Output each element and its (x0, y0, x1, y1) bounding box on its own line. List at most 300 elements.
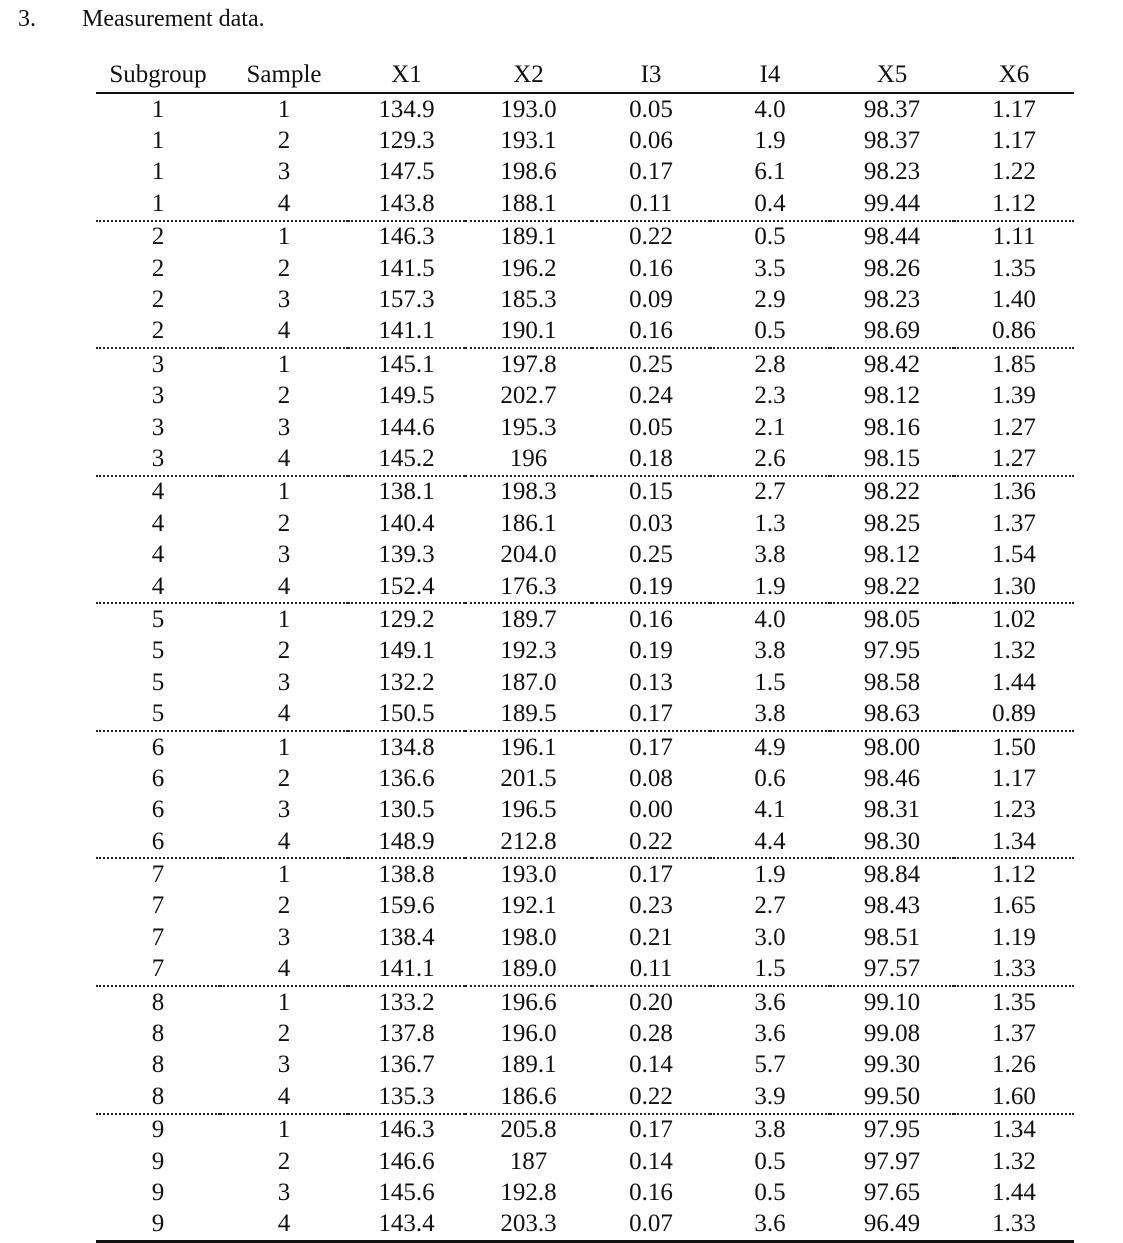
cell-i3: 0.06 (629, 127, 673, 155)
cell-x5: 98.23 (863, 286, 921, 314)
cell-x2: 196 (465, 443, 592, 475)
table-row (96, 348, 1074, 380)
cell-i3: 0.17 (629, 158, 673, 186)
cell-x2: 192.1 (500, 892, 557, 920)
cell-subgroup: 1 (151, 127, 165, 155)
cell-x6: 1.02 (992, 605, 1036, 633)
table-row (96, 188, 1074, 220)
cell-x5: 98.42 (863, 350, 921, 378)
cell-subgroup: 3 (96, 443, 220, 475)
cell-i3: 0.28 (629, 1020, 673, 1048)
cell-i4: 5.7 (754, 1051, 786, 1079)
cell-x6: 1.44 (992, 1178, 1036, 1206)
cell-i3: 0.05 (629, 413, 673, 441)
table-row (96, 1114, 1074, 1146)
cell-sample: 3 (277, 923, 291, 951)
column-header-sample: Sample (220, 58, 348, 93)
cell-subgroup: 8 (151, 1020, 165, 1048)
cell-i4: 2.7 (754, 478, 786, 506)
table-row (96, 795, 1074, 826)
cell-subgroup: 3 (151, 413, 165, 441)
cell-i4: 1.5 (754, 668, 786, 696)
cell-i4: 3.6 (754, 1020, 786, 1048)
table-row (96, 698, 1074, 730)
cell-i3: 0.25 (629, 541, 673, 569)
cell-i4: 3.8 (754, 541, 786, 569)
cell-x1: 145.6 (378, 1178, 435, 1206)
cell-x5: 99.10 (863, 988, 921, 1016)
cell-x5: 98.12 (863, 541, 921, 569)
cell-x2: 193.1 (500, 127, 557, 155)
table-row (96, 93, 1074, 125)
cell-sample: 3 (277, 668, 291, 696)
cell-subgroup: 9 (96, 1209, 220, 1242)
cell-x1: 136.7 (378, 1051, 435, 1079)
cell-i4: 2.9 (754, 286, 786, 314)
cell-sample: 2 (277, 509, 291, 537)
column-header-x1: X1 (348, 58, 465, 93)
cell-x2: 187.0 (500, 668, 557, 696)
cell-subgroup: 8 (151, 1051, 165, 1079)
cell-i4: 6.1 (754, 158, 786, 186)
cell-subgroup: 5 (151, 668, 165, 696)
cell-i4: 4.0 (754, 95, 786, 123)
cell-subgroup: 2 (151, 286, 165, 314)
cell-subgroup: 7 (151, 861, 165, 889)
cell-x2: 198.3 (500, 478, 557, 506)
cell-x1: 152.4 (348, 571, 465, 603)
cell-sample: 4 (220, 316, 348, 348)
cell-x1: 135.3 (348, 1081, 465, 1113)
cell-sample: 2 (277, 127, 291, 155)
cell-sample: 4 (220, 188, 348, 220)
cell-x6: 1.26 (992, 1051, 1036, 1079)
cell-sample: 1 (277, 861, 291, 889)
section-heading (18, 3, 265, 35)
cell-x1: 159.6 (378, 892, 435, 920)
cell-x6: 1.17 (992, 95, 1036, 123)
cell-subgroup: 4 (96, 571, 220, 603)
cell-i3: 0.22 (592, 826, 710, 858)
cell-sample: 1 (277, 988, 291, 1016)
cell-sample: 4 (220, 826, 348, 858)
cell-x2: 198.6 (500, 158, 557, 186)
cell-i3: 0.17 (629, 733, 673, 761)
cell-subgroup: 7 (96, 954, 220, 986)
cell-i3: 0.03 (629, 509, 673, 537)
cell-x2: 185.3 (500, 286, 557, 314)
table-row (96, 667, 1074, 698)
cell-x2: 186.6 (465, 1081, 592, 1113)
cell-x2: 189.1 (500, 1051, 557, 1079)
cell-x5: 97.97 (863, 1147, 921, 1175)
cell-subgroup: 8 (151, 988, 165, 1016)
cell-i3: 0.11 (592, 188, 710, 220)
cell-sample: 1 (277, 733, 291, 761)
cell-x5: 97.65 (863, 1178, 921, 1206)
table-row (96, 412, 1074, 443)
cell-i4: 1.5 (710, 954, 830, 986)
cell-sample: 3 (277, 1178, 291, 1206)
cell-x1: 145.1 (378, 350, 435, 378)
cell-i4: 3.0 (754, 923, 786, 951)
cell-x1: 146.3 (378, 1116, 435, 1144)
cell-x6: 1.32 (992, 1147, 1036, 1175)
cell-x6: 1.35 (992, 254, 1036, 282)
cell-x1: 148.9 (348, 826, 465, 858)
table-body (96, 93, 1074, 1242)
cell-i4: 3.8 (754, 1116, 786, 1144)
table-row (96, 1146, 1074, 1177)
cell-i4: 3.5 (754, 254, 786, 282)
cell-x6: 1.44 (992, 668, 1036, 696)
cell-subgroup: 4 (151, 478, 165, 506)
cell-sample: 1 (277, 1116, 291, 1144)
cell-sample: 4 (220, 1209, 348, 1242)
table-row (96, 636, 1074, 667)
cell-sample: 4 (220, 1081, 348, 1113)
table-row (96, 508, 1074, 539)
cell-subgroup: 3 (151, 382, 165, 410)
cell-x2: 189.7 (500, 605, 557, 633)
cell-x5: 98.44 (863, 223, 921, 251)
cell-x2: 196.1 (500, 733, 557, 761)
cell-x1: 146.3 (378, 223, 435, 251)
cell-subgroup: 8 (96, 1081, 220, 1113)
cell-x6: 1.12 (954, 188, 1074, 220)
cell-i3: 0.00 (629, 796, 673, 824)
cell-x2: 196.2 (500, 254, 557, 282)
cell-i3: 0.16 (592, 316, 710, 348)
table-row (96, 731, 1074, 763)
cell-x1: 141.1 (348, 954, 465, 986)
cell-i3: 0.11 (592, 954, 710, 986)
cell-x1: 143.8 (348, 188, 465, 220)
cell-x6: 1.54 (992, 541, 1036, 569)
cell-sample: 4 (220, 443, 348, 475)
cell-i4: 0.5 (710, 316, 830, 348)
column-header-i3: I3 (592, 58, 710, 93)
cell-x5: 98.16 (863, 413, 921, 441)
table-row (96, 986, 1074, 1018)
cell-x5: 99.30 (863, 1051, 921, 1079)
cell-x1: 146.6 (378, 1147, 435, 1175)
cell-x6: 1.37 (992, 509, 1036, 537)
cell-x2: 190.1 (465, 316, 592, 348)
table-row (96, 954, 1074, 986)
cell-x2: 192.8 (500, 1178, 557, 1206)
cell-i3: 0.22 (629, 223, 673, 251)
cell-sample: 3 (277, 1051, 291, 1079)
column-header-subgroup: Subgroup (96, 58, 220, 93)
section-title: Measurement data. (82, 6, 265, 32)
cell-i3: 0.17 (629, 861, 673, 889)
cell-i4: 0.6 (754, 764, 786, 792)
cell-x5: 99.08 (863, 1020, 921, 1048)
cell-x6: 1.19 (992, 923, 1036, 951)
cell-sample: 4 (220, 571, 348, 603)
cell-x6: 1.35 (992, 988, 1036, 1016)
cell-x6: 1.60 (954, 1081, 1074, 1113)
cell-x2: 204.0 (500, 541, 557, 569)
cell-x5: 98.12 (863, 382, 921, 410)
cell-i3: 0.16 (629, 254, 673, 282)
cell-i4: 2.1 (754, 413, 786, 441)
cell-subgroup: 3 (151, 350, 165, 378)
cell-i3: 0.18 (592, 443, 710, 475)
cell-i4: 4.0 (754, 605, 786, 633)
cell-x2: 203.3 (465, 1209, 592, 1242)
cell-sample: 2 (277, 1147, 291, 1175)
cell-x2: 188.1 (465, 188, 592, 220)
cell-subgroup: 6 (151, 733, 165, 761)
cell-subgroup: 1 (151, 158, 165, 186)
cell-sample: 4 (220, 698, 348, 730)
cell-x1: 145.2 (348, 443, 465, 475)
cell-x2: 189.5 (465, 698, 592, 730)
cell-x5: 98.30 (830, 826, 954, 858)
cell-x5: 98.43 (863, 892, 921, 920)
cell-x1: 138.4 (378, 923, 435, 951)
cell-i4: 4.9 (754, 733, 786, 761)
cell-i4: 1.9 (754, 861, 786, 889)
cell-i3: 0.15 (629, 478, 673, 506)
cell-x1: 139.3 (378, 541, 435, 569)
cell-x1: 157.3 (378, 286, 435, 314)
cell-subgroup: 5 (151, 605, 165, 633)
cell-i3: 0.14 (629, 1051, 673, 1079)
cell-subgroup: 7 (151, 892, 165, 920)
cell-x5: 98.15 (830, 443, 954, 475)
cell-x5: 98.46 (863, 764, 921, 792)
cell-i4: 3.6 (754, 988, 786, 1016)
table-row (96, 539, 1074, 570)
cell-i4: 3.8 (710, 698, 830, 730)
cell-x1: 149.5 (378, 382, 435, 410)
cell-sample: 3 (277, 158, 291, 186)
cell-x5: 97.57 (830, 954, 954, 986)
table-header-row (96, 58, 1074, 93)
table-row (96, 1050, 1074, 1081)
cell-x1: 133.2 (378, 988, 435, 1016)
cell-x2: 176.3 (465, 571, 592, 603)
cell-subgroup: 5 (96, 698, 220, 730)
cell-sample: 2 (277, 764, 291, 792)
cell-sample: 3 (277, 796, 291, 824)
cell-x6: 1.40 (992, 286, 1036, 314)
cell-i4: 0.5 (754, 1178, 786, 1206)
cell-x2: 201.5 (500, 764, 557, 792)
table-row (96, 221, 1074, 253)
table-row (96, 858, 1074, 890)
cell-i4: 4.4 (710, 826, 830, 858)
cell-x2: 196.5 (500, 796, 557, 824)
cell-subgroup: 9 (151, 1116, 165, 1144)
cell-i4: 2.3 (754, 382, 786, 410)
cell-i3: 0.05 (629, 95, 673, 123)
cell-i3: 0.25 (629, 350, 673, 378)
table-row (96, 1081, 1074, 1113)
cell-x5: 98.37 (863, 127, 921, 155)
cell-x2: 195.3 (500, 413, 557, 441)
cell-sample: 2 (277, 254, 291, 282)
cell-i3: 0.16 (629, 1178, 673, 1206)
cell-x6: 1.37 (992, 1020, 1036, 1048)
table-row (96, 1177, 1074, 1208)
cell-i3: 0.09 (629, 286, 673, 314)
cell-i3: 0.13 (629, 668, 673, 696)
cell-x5: 97.95 (863, 1116, 921, 1144)
cell-i4: 2.7 (754, 892, 786, 920)
cell-subgroup: 6 (151, 764, 165, 792)
cell-x2: 189.0 (465, 954, 592, 986)
cell-subgroup: 4 (151, 509, 165, 537)
cell-sample: 2 (277, 892, 291, 920)
cell-sample: 1 (277, 223, 291, 251)
cell-x5: 98.51 (863, 923, 921, 951)
cell-x5: 99.44 (830, 188, 954, 220)
cell-x5: 98.63 (830, 698, 954, 730)
table-row (96, 253, 1074, 284)
cell-x1: 143.4 (348, 1209, 465, 1242)
cell-i4: 0.5 (754, 1147, 786, 1175)
column-header-x2: X2 (465, 58, 592, 93)
cell-sample: 1 (277, 478, 291, 506)
cell-sample: 3 (277, 286, 291, 314)
cell-x6: 1.39 (992, 382, 1036, 410)
cell-x1: 138.8 (378, 861, 435, 889)
cell-x6: 1.30 (954, 571, 1074, 603)
cell-x1: 144.6 (378, 413, 435, 441)
cell-sample: 3 (277, 541, 291, 569)
cell-x1: 150.5 (348, 698, 465, 730)
cell-x1: 129.3 (378, 127, 435, 155)
cell-i4: 2.6 (710, 443, 830, 475)
cell-x5: 98.23 (863, 158, 921, 186)
cell-x5: 98.00 (863, 733, 921, 761)
column-header-x5: X5 (830, 58, 954, 93)
cell-x1: 141.5 (378, 254, 435, 282)
cell-x1: 130.5 (378, 796, 435, 824)
cell-x2: 205.8 (500, 1116, 557, 1144)
cell-subgroup: 9 (151, 1147, 165, 1175)
cell-x1: 129.2 (378, 605, 435, 633)
cell-subgroup: 6 (151, 796, 165, 824)
table-row (96, 284, 1074, 315)
cell-sample: 1 (277, 95, 291, 123)
cell-x5: 98.05 (863, 605, 921, 633)
table-row (96, 381, 1074, 412)
cell-x6: 1.34 (954, 826, 1074, 858)
cell-x2: 198.0 (500, 923, 557, 951)
cell-i4: 2.8 (754, 350, 786, 378)
cell-x5: 98.58 (863, 668, 921, 696)
cell-x6: 1.50 (992, 733, 1036, 761)
table-row (96, 763, 1074, 794)
table-row (96, 476, 1074, 508)
cell-x5: 98.22 (830, 571, 954, 603)
cell-x5: 98.22 (863, 478, 921, 506)
cell-i3: 0.17 (592, 698, 710, 730)
cell-x2: 192.3 (500, 637, 557, 665)
cell-x2: 189.1 (500, 223, 557, 251)
cell-sample: 3 (277, 413, 291, 441)
cell-i3: 0.20 (629, 988, 673, 1016)
cell-sample: 2 (277, 382, 291, 410)
cell-x6: 1.23 (992, 796, 1036, 824)
cell-x6: 0.89 (954, 698, 1074, 730)
cell-subgroup: 7 (151, 923, 165, 951)
cell-subgroup: 2 (151, 254, 165, 282)
cell-x2: 193.0 (500, 861, 557, 889)
cell-i3: 0.08 (629, 764, 673, 792)
cell-x6: 1.85 (992, 350, 1036, 378)
cell-x5: 99.50 (830, 1081, 954, 1113)
table-row (96, 1209, 1074, 1242)
cell-subgroup: 6 (96, 826, 220, 858)
cell-x6: 1.65 (992, 892, 1036, 920)
column-header-x6: X6 (954, 58, 1074, 93)
cell-x6: 1.34 (992, 1116, 1036, 1144)
cell-x5: 98.26 (863, 254, 921, 282)
cell-sample: 2 (277, 637, 291, 665)
cell-subgroup: 1 (96, 188, 220, 220)
cell-x2: 196.0 (500, 1020, 557, 1048)
cell-x1: 149.1 (378, 637, 435, 665)
cell-x6: 1.22 (992, 158, 1036, 186)
cell-sample: 1 (277, 605, 291, 633)
cell-x1: 140.4 (378, 509, 435, 537)
cell-i4: 3.8 (754, 637, 786, 665)
table-row (96, 316, 1074, 348)
cell-x5: 98.37 (863, 95, 921, 123)
cell-subgroup: 9 (151, 1178, 165, 1206)
cell-x2: 196.6 (500, 988, 557, 1016)
cell-i4: 4.1 (754, 796, 786, 824)
cell-subgroup: 2 (151, 223, 165, 251)
cell-x6: 0.86 (954, 316, 1074, 348)
cell-x6: 1.33 (954, 954, 1074, 986)
cell-i4: 1.9 (754, 127, 786, 155)
cell-x6: 1.33 (954, 1209, 1074, 1242)
cell-subgroup: 4 (151, 541, 165, 569)
cell-x6: 1.36 (992, 478, 1036, 506)
cell-sample: 2 (277, 1020, 291, 1048)
cell-x6: 1.11 (992, 223, 1036, 251)
cell-x1: 137.8 (378, 1020, 435, 1048)
cell-x1: 147.5 (378, 158, 435, 186)
cell-sample: 1 (277, 350, 291, 378)
table-row (96, 157, 1074, 188)
cell-x6: 1.17 (992, 764, 1036, 792)
cell-x5: 98.25 (863, 509, 921, 537)
cell-x2: 197.8 (500, 350, 557, 378)
cell-x5: 98.84 (863, 861, 921, 889)
cell-x2: 212.8 (465, 826, 592, 858)
cell-x6: 1.27 (954, 443, 1074, 475)
cell-x1: 136.6 (378, 764, 435, 792)
table-row (96, 571, 1074, 603)
table-row (96, 603, 1074, 635)
cell-x1: 134.9 (378, 95, 435, 123)
cell-x6: 1.17 (992, 127, 1036, 155)
cell-i3: 0.23 (629, 892, 673, 920)
cell-x5: 97.95 (863, 637, 921, 665)
table-row (96, 125, 1074, 156)
cell-x2: 187 (509, 1147, 548, 1175)
cell-sample: 4 (220, 954, 348, 986)
cell-i3: 0.24 (629, 382, 673, 410)
